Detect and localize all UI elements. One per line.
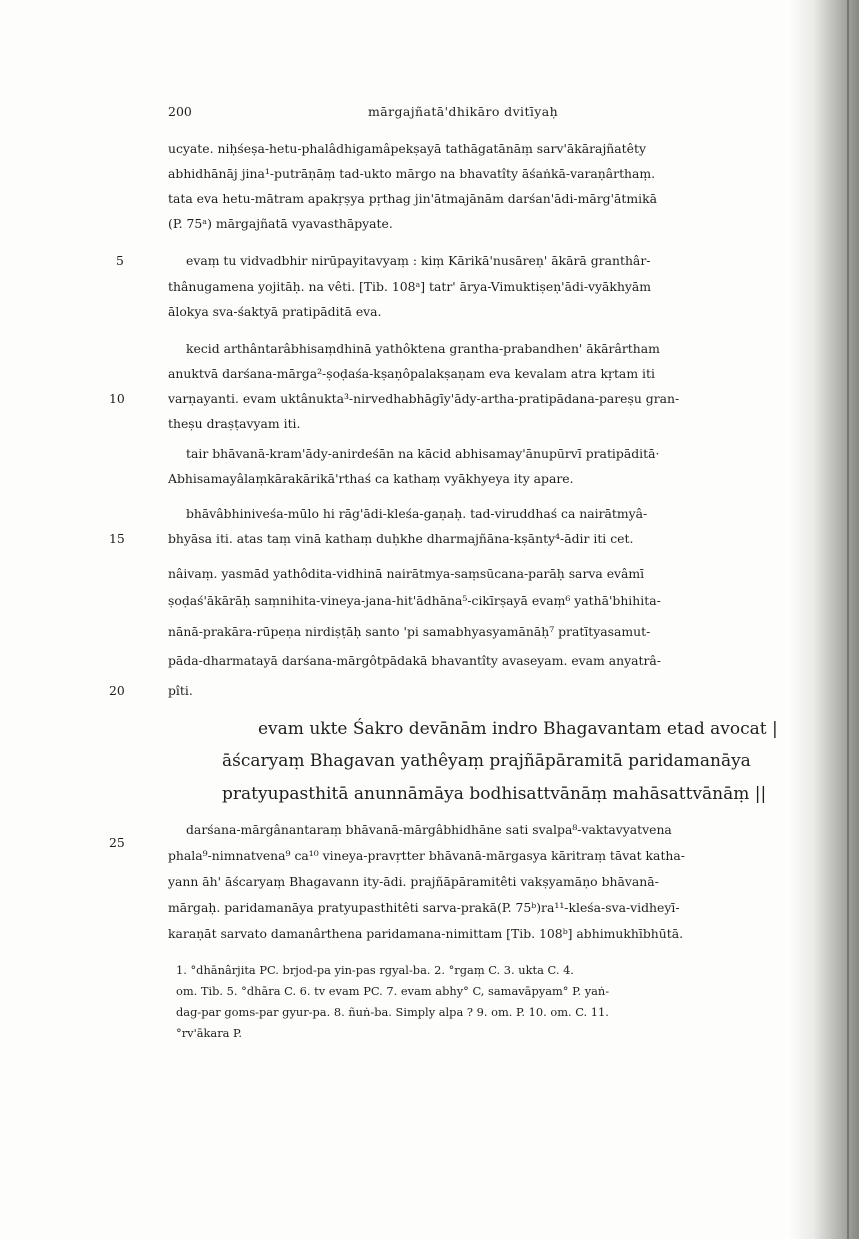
commentary-line: yann āh' āścaryaṃ Bhagavann ity-ādi. prajñāpāramitêti vakṣyamāṇo bhāvanā- [168, 874, 659, 889]
running-head: mārgajñatā'dhikāro dvitīyaḥ [368, 104, 559, 119]
commentary-line: karaṇāt sarvato damanârthena paridamana-nimittam [Tib. 108ᵇ] abhimukhībhūtā. [168, 926, 684, 941]
verse-line: pratyupasthitā anunnāmāya bodhisattvānāṃ mahāsattvānāṃ || [222, 784, 767, 804]
body-line: theṣu draṣṭavyam iti. [168, 416, 301, 431]
body-line: ucyate. niḥśeṣa-hetu-phalâdhigamâpekṣayā tathāgatānāṃ sarv'ākārajñatêty [168, 141, 646, 156]
body-line: anuktvā darśana-mārga²-ṣoḍaśa-kṣaṇôpalakṣaṇam eva kevalam atra kṛtam iti [168, 366, 655, 381]
line-number: 20 [109, 683, 125, 698]
line-number: 25 [109, 835, 125, 850]
line-number: 10 [109, 391, 125, 406]
body-line: pāda-dharmatayā darśana-mārgôtpādakā bhavantîty avaseyam. evam anyatrâ- [168, 653, 661, 668]
line-number: 5 [116, 253, 124, 268]
body-line: tata eva hetu-mātram apakṛṣya pṛthag jin'ātmajānām darśan'ādi-mārg'ātmikā [168, 191, 657, 206]
body-line: pîti. [168, 683, 193, 698]
body-line: kecid arthântarâbhisaṃdhinā yathôktena grantha-prabandhen' ākārârtham [186, 341, 660, 356]
commentary-line: darśana-mārgânantaraṃ bhāvanā-mārgâbhidhāne sati svalpa⁸-vaktavyatvena [186, 822, 672, 837]
scan-shadow-edge [789, 0, 859, 1239]
body-line: bhāvâbhiniveśa-mūlo hi rāg'ādi-kleśa-gaṇaḥ. tad-viruddhaś ca nairātmyâ- [186, 506, 648, 521]
body-line: abhidhānāj jina¹-putrāṇāṃ tad-ukto mārgo na bhavatîty āśaṅkā-varaṇârthaṃ. [168, 166, 656, 181]
body-line: evaṃ tu vidvadbhir nirūpayitavyaṃ : kiṃ Kārikā'nusāreṇ' ākārā granthâr- [186, 253, 651, 268]
footnote-line: dag-par goms-par gyur-pa. 8. ñuṅ-ba. Simply alpa ? 9. om. P. 10. om. C. 11. [176, 1005, 609, 1019]
line-number: 15 [109, 531, 125, 546]
page-header [168, 104, 788, 124]
verse-line: āścaryaṃ Bhagavan yathêyaṃ prajñāpāramitā paridamanāya [222, 751, 751, 771]
body-line: ṣoḍaś'ākārāḥ saṃnihita-vineya-jana-hit'ādhāna⁵-cikīrṣayā evaṃ⁶ yathā'bhihita- [168, 593, 661, 608]
page-number: 200 [168, 104, 192, 119]
body-line: nānā-prakāra-rūpeṇa nirdiṣṭāḥ santo 'pi samabhyasyamānāḥ⁷ pratītyasamut- [168, 624, 651, 639]
verse-line: evam ukte Śakro devānām indro Bhagavantam etad avocat | [258, 719, 778, 739]
body-line: (P. 75ᵃ) mārgajñatā vyavasthāpyate. [168, 216, 393, 231]
body-line: tair bhāvanā-kram'ādy-anirdeśān na kācid abhisamay'ānupūrvī pratipāditā· [186, 446, 660, 461]
commentary-line: phala⁹-nimnatvena⁹ ca¹⁰ vineya-pravṛtter bhāvanā-mārgasya kāritraṃ tāvat katha- [168, 848, 685, 863]
body-line: thânugamena yojitāḥ. na vêti. [Tib. 108ᵃ] tatr' ārya-Vimuktiṣeṇ'ādi-vyākhyām [168, 279, 652, 294]
body-line: Abhisamayâlaṃkārakārikā'rthaś ca kathaṃ vyākhyeya ity apare. [168, 471, 574, 486]
body-line: nâivaṃ. yasmād yathôdita-vidhinā nairātmya-saṃsūcana-parāḥ sarva evâmī [168, 566, 645, 581]
body-line: ālokya sva-śaktyā pratipāditā eva. [168, 304, 382, 319]
body-line: varṇayanti. evam uktânukta³-nirvedhabhāgīy'ādy-artha-pratipādana-pareṣu gran- [168, 391, 680, 406]
body-line: bhyāsa iti. atas taṃ vinā kathaṃ duḥkhe dharmajñāna-kṣānty⁴-ādir iti cet. [168, 531, 634, 546]
footnote-line: om. Tib. 5. °dhāra C. 6. tv evam PC. 7. evam abhy° C, samavāpyam° P. yaṅ- [176, 984, 610, 998]
commentary-line: mārgaḥ. paridamanāya pratyupasthitêti sarva-prakā(P. 75ᵇ)ra¹¹-kleśa-sva-vidheyī- [168, 900, 680, 915]
footnote-line: °rv'ākara P. [176, 1026, 243, 1040]
footnote-line: 1. °dhānârjita PC. brjod-pa yin-pas rgyal-ba. 2. °rgaṃ C. 3. ukta C. 4. [176, 963, 574, 977]
